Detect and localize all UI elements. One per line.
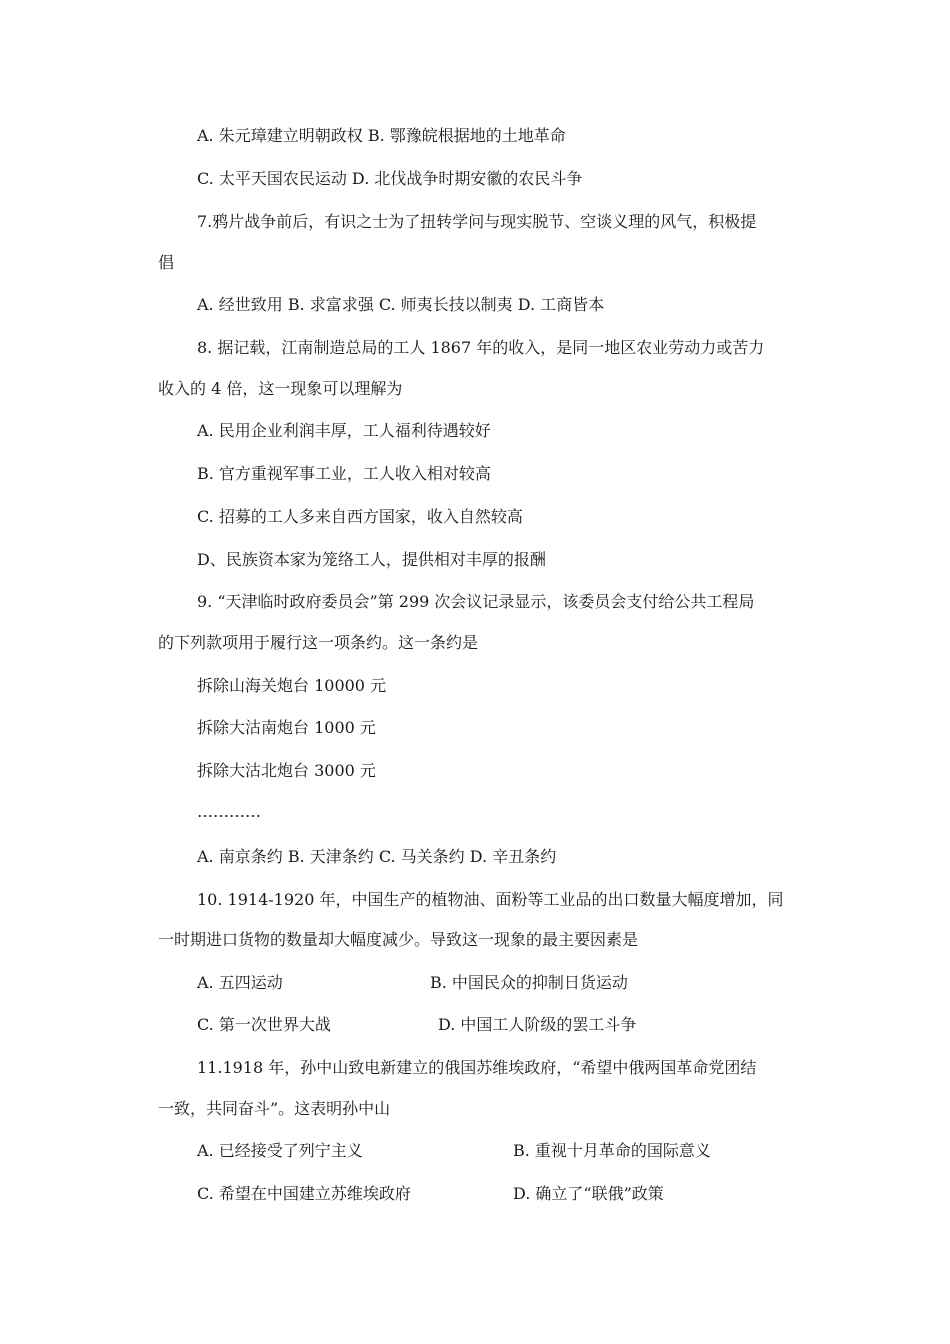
- q10-option-b: B. 中国民众的抑制日货运动: [430, 973, 628, 992]
- q9-item-3: 拆除大沽北炮台 3000 元: [197, 761, 376, 780]
- q10-option-d: D. 中国工人阶级的罢工斗争: [438, 1015, 637, 1034]
- q10-stem-line-1: 10. 1914-1920 年，中国生产的植物油、面粉等工业品的出口数量大幅度增加，同: [197, 890, 784, 909]
- q8-option-b: B. 官方重视军事工业，工人收入相对较高: [197, 464, 491, 483]
- q9-options: A. 南京条约 B. 天津条约 C. 马关条约 D. 辛丑条约: [197, 847, 557, 866]
- q10-stem-line-2: 一时期进口货物的数量却大幅度减少。导致这一现象的最主要因素是: [158, 930, 639, 949]
- q8-stem-line-1: 8. 据记载，江南制造总局的工人 1867 年的收入，是同一地区农业劳动力或苦力: [197, 338, 765, 357]
- q8-option-a: A. 民用企业利润丰厚，工人福利待遇较好: [197, 421, 491, 440]
- q8-option-c: C. 招募的工人多来自西方国家，收入自然较高: [197, 507, 523, 526]
- q8-option-d: D、民族资本家为笼络工人，提供相对丰厚的报酬: [197, 550, 546, 569]
- q9-item-2: 拆除大沽南炮台 1000 元: [197, 718, 376, 737]
- q9-ellipsis: …………: [197, 802, 261, 821]
- q9-stem-line-2: 的下列款项用于履行这一项条约。这一条约是: [158, 633, 479, 652]
- q11-option-b: B. 重视十月革命的国际意义: [513, 1141, 711, 1160]
- q11-option-a: A. 已经接受了列宁主义: [197, 1141, 363, 1160]
- q7-stem-line-2: 倡: [158, 253, 175, 272]
- q8-stem-line-2: 收入的 4 倍，这一现象可以理解为: [158, 379, 403, 398]
- q11-option-c: C. 希望在中国建立苏维埃政府: [197, 1184, 411, 1203]
- q10-option-a: A. 五四运动: [197, 973, 283, 992]
- q9-item-1: 拆除山海关炮台 10000 元: [197, 676, 387, 695]
- q11-option-d: D. 确立了“联俄”政策: [513, 1184, 664, 1203]
- q7-stem-line-1: 7.鸦片战争前后，有识之士为了扭转学问与现实脱节、空谈义理的风气，积极提: [197, 212, 757, 231]
- q10-option-c: C. 第一次世界大战: [197, 1015, 331, 1034]
- q6-options-line-1: A. 朱元璋建立明朝政权 B. 鄂豫皖根据地的土地革命: [197, 126, 566, 145]
- q11-stem-line-2: 一致，共同奋斗”。这表明孙中山: [158, 1099, 391, 1118]
- q9-stem-line-1: 9. “天津临时政府委员会”第 299 次会议记录显示，该委员会支付给公共工程局: [197, 592, 755, 611]
- q6-options-line-2: C. 太平天国农民运动 D. 北伐战争时期安徽的农民斗争: [197, 169, 583, 188]
- q11-stem-line-1: 11.1918 年，孙中山致电新建立的俄国苏维埃政府，“希望中俄两国革命党团结: [197, 1058, 757, 1077]
- q7-options: A. 经世致用 B. 求富求强 C. 师夷长技以制夷 D. 工商皆本: [197, 295, 605, 314]
